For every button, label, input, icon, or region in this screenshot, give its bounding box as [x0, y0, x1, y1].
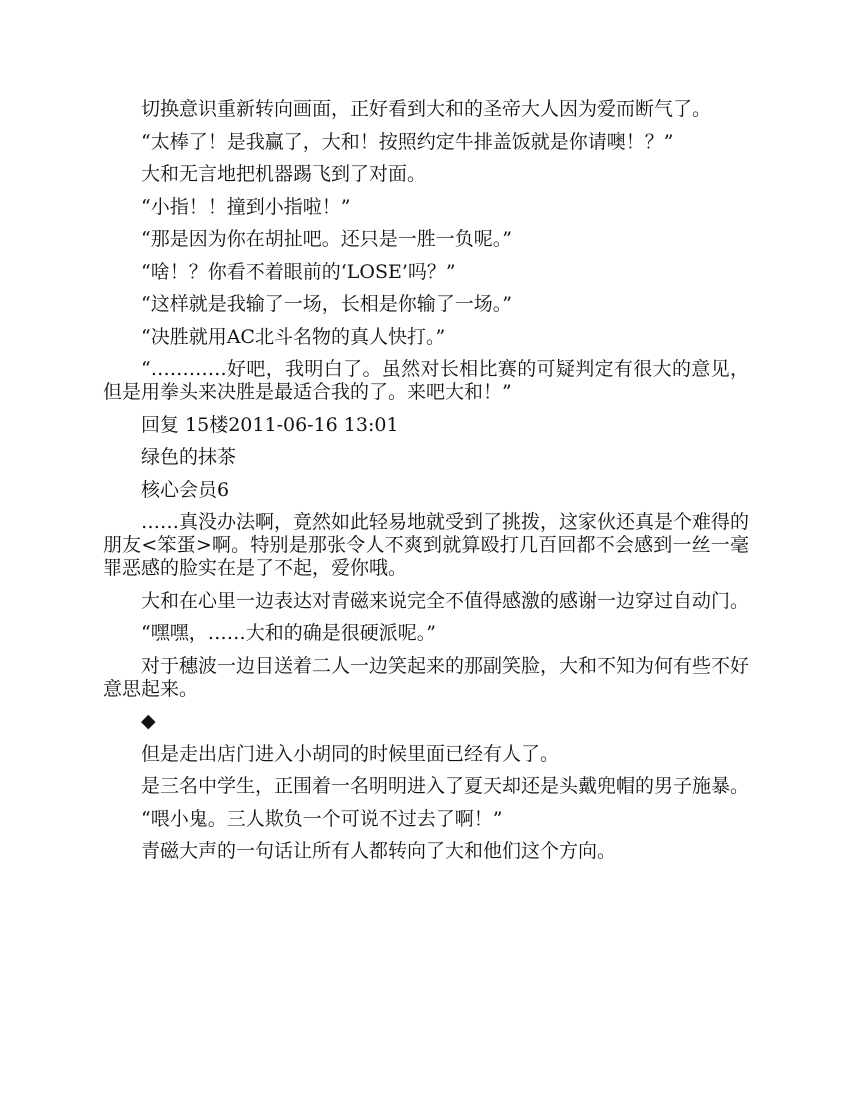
member-level: 核心会员6 — [141, 478, 230, 501]
paragraph: 青磁大声的一句话让所有人都转向了大和他们这个方向。 — [141, 840, 617, 862]
section-divider: ◆ — [141, 710, 156, 732]
dialogue-paragraph: “嘿嘿，……大和的确是很硬派呢。” — [141, 622, 436, 644]
paragraph: 是三名中学生，正围着一名明明进入了夏天却还是头戴兜帽的男子施暴。 — [141, 775, 750, 797]
dialogue-paragraph: “小指！！撞到小指啦！” — [141, 195, 351, 218]
paragraph: 大和无言地把机器踢飞到了对面。 — [141, 163, 427, 185]
dialogue-paragraph: “决胜就用AC北斗名物的真人快打。” — [141, 325, 446, 348]
paragraph: 但是走出店门进入小胡同的时候里面已经有人了。 — [141, 742, 560, 765]
paragraph: 大和在心里一边表达对青磁来说完全不值得感激的感谢一边穿过自动门。 — [141, 589, 750, 612]
dialogue-paragraph: “…………好吧，我明白了。虽然对长相比赛的可疑判定有很大的意见，但是用拳头来决胜是最适合我的了。来吧大和！” — [103, 358, 749, 403]
document-body — [103, 98, 749, 873]
reply-meta: 回复 15楼2011-06-16 13:01 — [141, 413, 399, 436]
dialogue-paragraph: “这样就是我输了一场，长相是你输了一场。” — [141, 293, 512, 315]
paragraph: ……真没办法啊，竟然如此轻易地就受到了挑拨，这家伙还真是个难得的朋友<笨蛋>啊。特别是那张令人不爽到就算殴打几百回都不会感到一丝一毫罪恶感的脸实在是了不起，爱你哦。 — [103, 511, 750, 579]
paragraph: 对于穗波一边目送着二人一边笑起来的那副笑脸，大和不知为何有些不好意思起来。 — [103, 654, 750, 700]
author-name: 绿色的抹茶 — [141, 446, 237, 468]
dialogue-paragraph: “那是因为你在胡扯吧。还只是一胜一负呢。” — [141, 228, 512, 250]
paragraph: 切换意识重新转向画面，正好看到大和的圣帝大人因为爱而断气了。 — [141, 98, 712, 120]
dialogue-paragraph: “太棒了！是我赢了，大和！按照约定牛排盖饭就是你请噢！？” — [141, 130, 674, 153]
dialogue-paragraph: “喂小鬼。三人欺负一个可说不过去了啊！” — [141, 807, 503, 830]
dialogue-paragraph: “啥！？你看不着眼前的‘LOSE’吗？” — [141, 260, 456, 283]
